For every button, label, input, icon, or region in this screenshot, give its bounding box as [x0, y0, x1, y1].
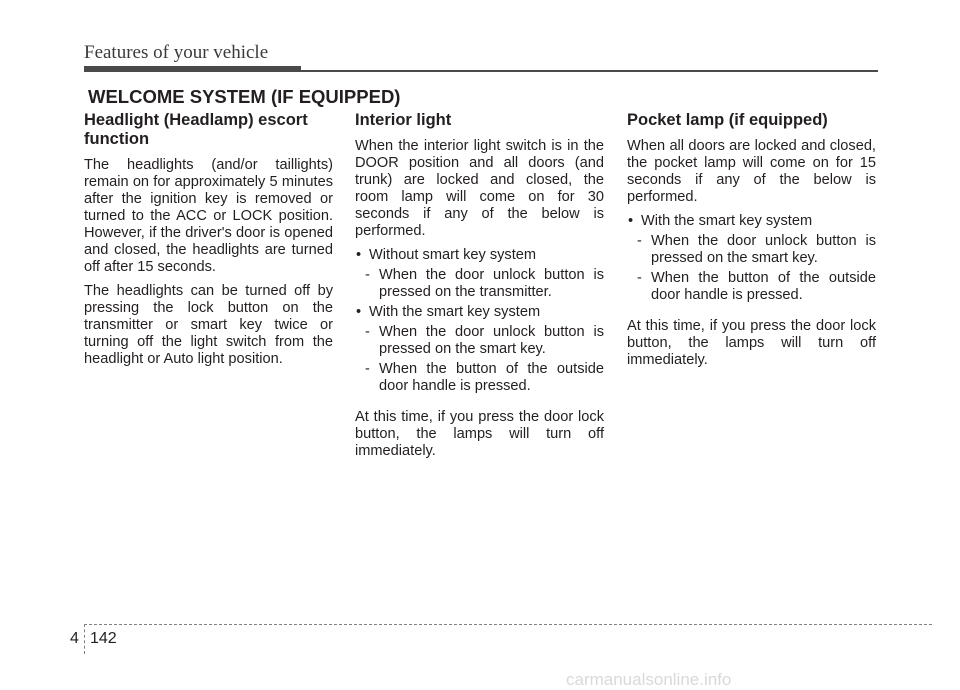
sub-item: [627, 270, 876, 304]
sub-item: [355, 324, 604, 358]
bullet-item: [355, 304, 604, 321]
watermark: carmanualsonline.info: [566, 670, 732, 689]
bullet-item: [627, 213, 876, 230]
page-number: 142: [90, 630, 117, 647]
bullet-icon: •: [356, 247, 362, 263]
column-headlight-escort: [84, 111, 333, 375]
sub-item: [355, 361, 604, 395]
dash-icon: -: [365, 267, 370, 283]
dash-icon: -: [365, 361, 370, 377]
footer-rule: [84, 624, 932, 625]
sub-item: [355, 267, 604, 301]
bullet-text: Without smart key system: [369, 247, 537, 263]
dash-icon: -: [637, 270, 642, 286]
running-header: Features of your vehicle: [84, 42, 269, 63]
chapter-number: 4: [70, 630, 79, 647]
bullet-icon: •: [356, 304, 362, 320]
paragraph-pocket-intro: When all doors are locked and closed, the pocket lamp will come on for 15 seconds if any of the below is performed.: [627, 138, 876, 205]
sub-item-text: When the door unlock button is pressed on the smart key.: [379, 324, 604, 357]
paragraph-escort-turn-off: The headlights can be turned off by pressing the lock button on the transmitter or smart key twice or turning off the light switch from the headlight or Auto light position.: [84, 283, 333, 367]
dash-icon: -: [637, 233, 642, 249]
section-title: WELCOME SYSTEM (IF EQUIPPED): [88, 86, 401, 107]
sub-item-text: When the door unlock button is pressed on the transmitter.: [379, 267, 604, 300]
sub-item-text: When the button of the outside door handle is pressed.: [379, 361, 604, 394]
sub-item-text: When the door unlock button is pressed on the smart key.: [651, 233, 876, 266]
heading-interior-light: Interior light: [355, 111, 452, 129]
column-interior-light: [355, 111, 604, 467]
bullet-icon: •: [628, 213, 634, 229]
footer-divider: [84, 624, 85, 654]
bullet-text: With the smart key system: [369, 304, 541, 320]
paragraph-escort-description: The headlights (and/or taillights) remain on for approximately 5 minutes after the ignition key is removed or turned to the ACC or LOCK position. However, if the driver's door is opened and closed, the headlights are turned off after 15 seconds.: [84, 157, 333, 275]
paragraph-interior-intro: When the interior light switch is in the DOOR position and all doors (and trunk) are locked and closed, the room lamp will come on for 30 seconds if any of the below is performed.: [355, 138, 604, 239]
dash-icon: -: [365, 324, 370, 340]
paragraph-pocket-outro: At this time, if you press the door lock button, the lamps will turn off immediately.: [627, 318, 876, 368]
heading-headlight-escort: Headlight (Headlamp) escort function: [84, 111, 308, 148]
bullet-item: [355, 247, 604, 264]
paragraph-interior-outro: At this time, if you press the door lock button, the lamps will turn off immediately.: [355, 409, 604, 459]
sub-item: [627, 233, 876, 267]
heading-pocket-lamp: Pocket lamp (if equipped): [627, 111, 828, 129]
column-pocket-lamp: [627, 111, 876, 376]
header-rule-line: [84, 70, 878, 72]
sub-item-text: When the button of the outside door handle is pressed.: [651, 270, 876, 303]
bullet-text: With the smart key system: [641, 213, 813, 229]
